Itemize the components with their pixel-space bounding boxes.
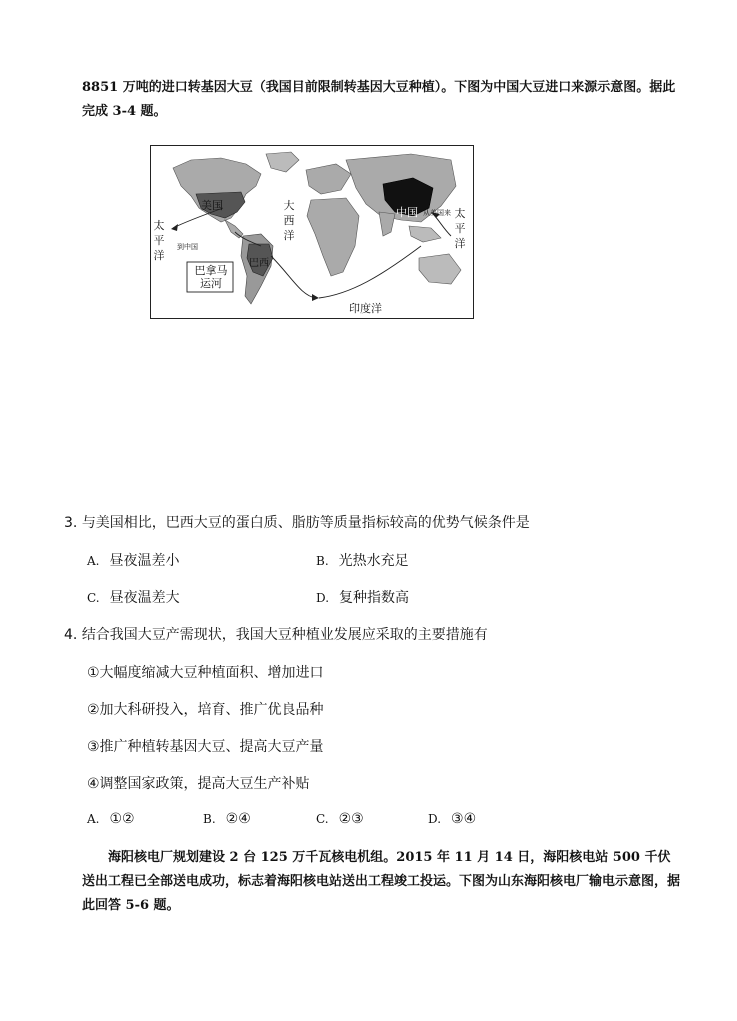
- label-indian-ocean: 印度洋: [349, 302, 382, 315]
- q4-option-a-letter: A.: [87, 812, 100, 826]
- label-pacific-east: 太平洋: [454, 207, 466, 250]
- greenland-shape: [266, 152, 299, 172]
- label-china: 中国: [396, 206, 418, 219]
- europe-shape: [306, 164, 351, 194]
- q4-option-c[interactable]: [316, 811, 364, 827]
- question-4-stem: [64, 624, 488, 644]
- africa-shape: [307, 198, 359, 276]
- q4-option-b-letter: B.: [203, 812, 216, 826]
- q4-option-b[interactable]: [203, 811, 251, 827]
- se-asia-shape: [409, 226, 441, 242]
- label-to-china: 到中国: [177, 243, 198, 251]
- question-3-text: 与美国相比，巴西大豆的蛋白质、脂肪等质量指标较高的优势气候条件是: [81, 515, 530, 531]
- q4-item-1: ①大幅度缩减大豆种植面积、增加进口: [87, 665, 324, 681]
- label-atlantic: 大西洋: [283, 199, 295, 242]
- q3-option-a-text: 昼夜温差小: [109, 553, 180, 569]
- outro-paragraph: 海阳核电厂规划建设 2 台 125 万千瓦核电机组。2015 年 11 月 14 日，海阳核电站 500 千伏送出工程已全部送电成功，标志着海阳核电站送出工程竣工投运。下图为山东海阳核电厂输电示意图，据此回答 5-6 题。: [82, 850, 681, 913]
- q4-option-d-letter: D.: [428, 812, 442, 826]
- q4-option-c-text: ②③: [338, 811, 364, 827]
- q4-option-a-text: ①②: [109, 811, 135, 827]
- q3-option-b-text: 光热水充足: [338, 553, 409, 569]
- label-panama-canal: 巴拿马运河: [194, 264, 228, 290]
- question-4-text: 结合我国大豆产需现状，我国大豆种植业发展应采取的主要措施有: [81, 627, 488, 643]
- q4-item-3: ③推广种植转基因大豆、提高大豆产量: [87, 739, 324, 755]
- question-4-number: 4.: [64, 627, 78, 643]
- india-shape: [379, 212, 395, 236]
- label-pacific-west: 太平洋: [153, 219, 165, 262]
- q3-option-c-letter: C.: [87, 591, 100, 605]
- intro-paragraph: 8851 万吨的进口转基因大豆（我国目前限制转基因大豆种植）。下图为中国大豆进口来源示意图。据此完成 3-4 题。: [82, 80, 676, 119]
- q3-option-d-letter: D.: [316, 591, 330, 605]
- question-3-number: 3.: [64, 515, 78, 531]
- q4-option-d-text: ③④: [451, 811, 477, 827]
- q3-option-d-text: 复种指数高: [339, 590, 410, 606]
- soybean-import-map: [150, 145, 474, 319]
- q3-option-d[interactable]: [316, 587, 409, 607]
- q3-option-c-text: 昼夜温差大: [109, 590, 180, 606]
- q4-item-4: ④调整国家政策，提高大豆生产补贴: [87, 776, 310, 792]
- question-3-stem: [64, 512, 530, 532]
- q4-option-c-letter: C.: [316, 812, 329, 826]
- central-america-shape: [225, 220, 243, 238]
- q3-option-a[interactable]: [87, 550, 179, 570]
- q4-option-a[interactable]: [87, 811, 135, 827]
- australia-shape: [419, 254, 461, 284]
- world-map-graphic: [151, 146, 473, 318]
- route-brazil-cape: [271, 256, 316, 298]
- q3-option-c[interactable]: [87, 587, 180, 607]
- label-brazil: 巴西: [249, 258, 269, 269]
- q4-item-2: ②加大科研投入，培育、推广优良品种: [87, 702, 324, 718]
- q3-option-b[interactable]: [316, 550, 409, 570]
- q3-option-a-letter: A.: [87, 554, 100, 568]
- q3-option-b-letter: B.: [316, 554, 329, 568]
- q4-option-b-text: ②④: [225, 811, 251, 827]
- label-from-usa: 从美国来: [423, 209, 451, 217]
- q4-option-d[interactable]: [428, 811, 476, 827]
- label-usa: 美国: [201, 199, 223, 212]
